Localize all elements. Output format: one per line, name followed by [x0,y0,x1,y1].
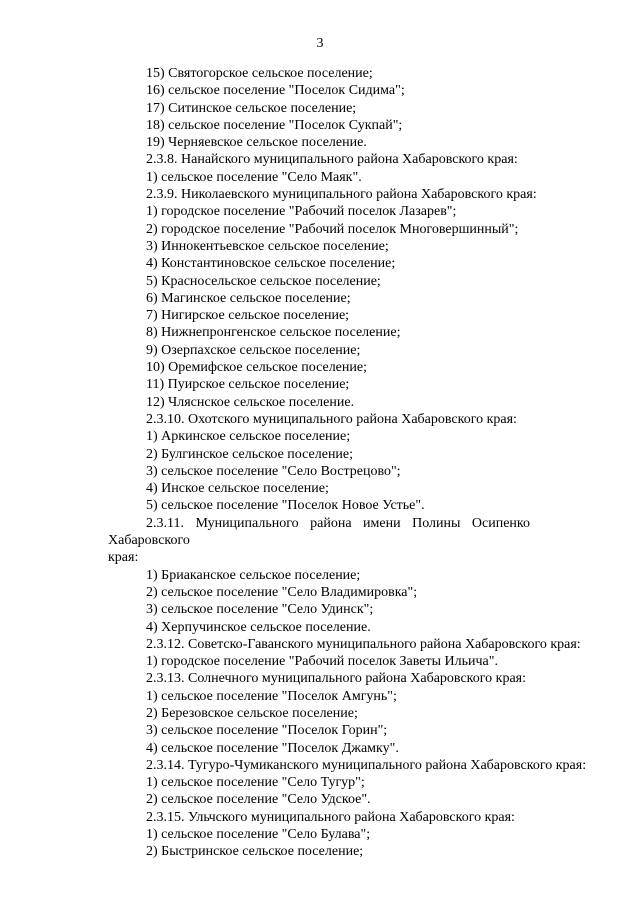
page-number: 3 [316,36,324,51]
list-item: 5) сельское поселение "Поселок Новое Устье". [146,498,425,514]
section-heading: 2.3.12. Советско-Гаванского муниципального района Хабаровского края: [146,636,581,652]
list-item: 2) Быстринское сельское поселение; [146,844,364,860]
list-item: 6) Магинское сельское поселение; [146,290,351,306]
list-item: 12) Чляснское сельское поселение. [146,394,355,410]
list-item: 17) Ситинское сельское поселение; [146,100,357,116]
section-heading: 2.3.13. Солнечного муниципального района Хабаровского края: [146,671,526,687]
list-item: 3) сельское поселение "Село Удинск"; [146,602,374,618]
section-heading: 2.3.14. Тугуро-Чумиканского муниципального района Хабаровского края: [146,757,587,773]
list-item: 1) городское поселение "Рабочий поселок Лазарев"; [146,204,457,220]
list-item: 2) Березовское сельское поселение; [146,705,358,721]
list-item: 10) Оремифское сельское поселение; [146,360,367,376]
list-item: 3) сельское поселение "Поселок Горин"; [146,723,388,739]
list-item: 3) сельское поселение "Село Вострецово"; [146,463,401,479]
list-item: 18) сельское поселение "Поселок Сукпай"; [146,117,403,133]
document-body [108,65,587,861]
list-item: 1) сельское поселение "Село Булава"; [146,827,371,843]
list-item: 15) Святогорское сельское поселение; [146,66,373,81]
list-item: 11) Пуирское сельское поселение; [146,377,350,393]
list-item: 4) сельское поселение "Поселок Джамку". [146,740,399,756]
list-item: 5) Красносельское сельское поселение; [146,273,381,289]
list-item: 8) Нижнепронгенское сельское поселение; [146,325,401,341]
list-item: 1) сельское поселение "Поселок Амгунь"; [146,688,397,704]
list-item: 1) сельское поселение "Село Тугур"; [146,775,365,791]
list-item: 1) городское поселение "Рабочий поселок Заветы Ильича". [146,654,498,670]
section-heading-line-1: 2.3.11. Муниципального района имени Полины Осипенко Хабаровского [108,515,530,549]
list-item: 1) Аркинское сельское поселение; [146,429,351,445]
list-item: 2) Булгинское сельское поселение; [146,446,354,462]
list-item: 9) Озерпахское сельское поселение; [146,342,361,358]
list-item: 4) Инское сельское поселение; [146,481,329,497]
list-item: 19) Черняевское сельское поселение. [146,135,367,151]
section-heading-multiline [108,515,530,567]
list-item: 4) Херпучинское сельское поселение. [146,619,371,635]
list-item: 16) сельское поселение "Поселок Сидима"; [146,83,405,99]
section-heading: 2.3.10. Охотского муниципального района Хабаровского края: [146,411,517,427]
list-item: 3) Иннокентьевское сельское поселение; [146,238,389,254]
section-heading: 2.3.9. Николаевского муниципального района Хабаровского края: [146,187,537,203]
section-heading-line-2: края: [108,550,139,566]
list-item: 1) сельское поселение "Село Маяк". [146,169,362,185]
section-heading: 2.3.15. Ульчского муниципального района Хабаровского края: [146,809,515,825]
list-item: 2) городское поселение "Рабочий поселок Многовершинный"; [146,221,519,237]
list-item: 4) Константиновское сельское поселение; [146,256,396,272]
list-item: 1) Бриаканское сельское поселение; [146,567,361,583]
list-item: 2) сельское поселение "Село Удское". [146,792,371,808]
list-item: 7) Нигирское сельское поселение; [146,308,350,324]
section-heading: 2.3.8. Нанайского муниципального района Хабаровского края: [146,152,518,168]
list-item: 2) сельское поселение "Село Владимировка"; [146,584,418,600]
